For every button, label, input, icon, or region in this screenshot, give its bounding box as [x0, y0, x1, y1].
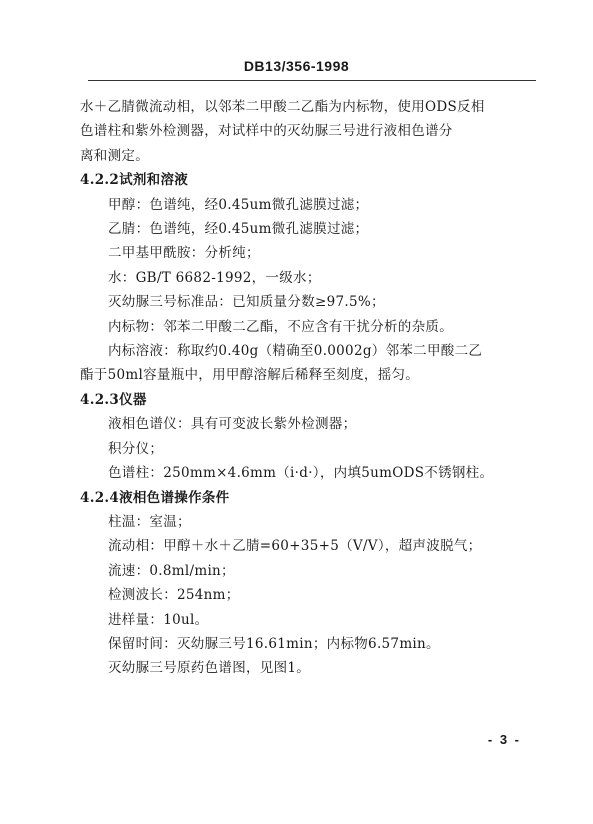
body-line: 流动相：甲醇＋水＋乙腈=60+35+5（V/V），超声波脱气；: [108, 538, 482, 555]
body-line: 液相色谱仪：具有可变波长紫外检测器；: [108, 416, 357, 433]
header-divider: [88, 80, 536, 81]
body-line: 积分仪；: [108, 440, 164, 457]
body-line: 柱温：室温；: [108, 513, 191, 530]
body-line: 色谱柱和紫外检测器，对试样中的灭幼脲三号进行液相色谱分: [80, 123, 453, 140]
body-line: 乙腈：色谱纯，经0.45um微孔滤膜过滤；: [108, 221, 369, 238]
body-line: 水：GB/T 6682-1992，一级水；: [108, 269, 321, 286]
body-line: 进样量：10ul。: [108, 611, 209, 628]
section-heading-reagents: 4.2.2试剂和溶液: [80, 172, 189, 189]
body-line: 保留时间：灭幼脲三号16.61min；内标物6.57min。: [108, 635, 440, 652]
section-heading-conditions: 4.2.4液相色谱操作条件: [80, 489, 230, 506]
body-line: 内标物：邻苯二甲酸二乙酯，不应含有干扰分析的杂质。: [108, 318, 453, 335]
body-line: 灭幼脲三号标准品：已知质量分数≥97.5%；: [108, 294, 385, 311]
body-line: 灭幼脲三号原药色谱图，见图1。: [108, 660, 311, 677]
body-line: 检测波长：254nm；: [108, 587, 240, 604]
body-line: 二甲基甲酰胺：分析纯；: [108, 245, 260, 262]
body-line: 色谱柱：250mm×4.6mm（i·d·），内填5umODS不锈钢柱。: [108, 465, 494, 482]
document-code-header: DB13/356-1998: [243, 58, 350, 74]
body-line: 内标溶液：称取约0.40g（精确至0.0002g）邻苯二甲酸二乙: [108, 343, 483, 360]
body-line: 离和测定。: [80, 147, 149, 164]
page-number: - 3 -: [487, 732, 521, 747]
body-line: 水＋乙腈微流动相，以邻苯二甲酸二乙酯为内标物，使用ODS反相: [80, 99, 485, 115]
section-heading-instruments: 4.2.3仪器: [80, 391, 147, 408]
body-line: 甲醇：色谱纯，经0.45um微孔滤膜过滤；: [108, 196, 369, 213]
body-line: 酯于50ml容量瓶中，用甲醇溶解后稀释至刻度，摇匀。: [80, 367, 420, 384]
body-line: 流速：0.8ml/min；: [108, 562, 235, 579]
document-body: [80, 95, 540, 681]
